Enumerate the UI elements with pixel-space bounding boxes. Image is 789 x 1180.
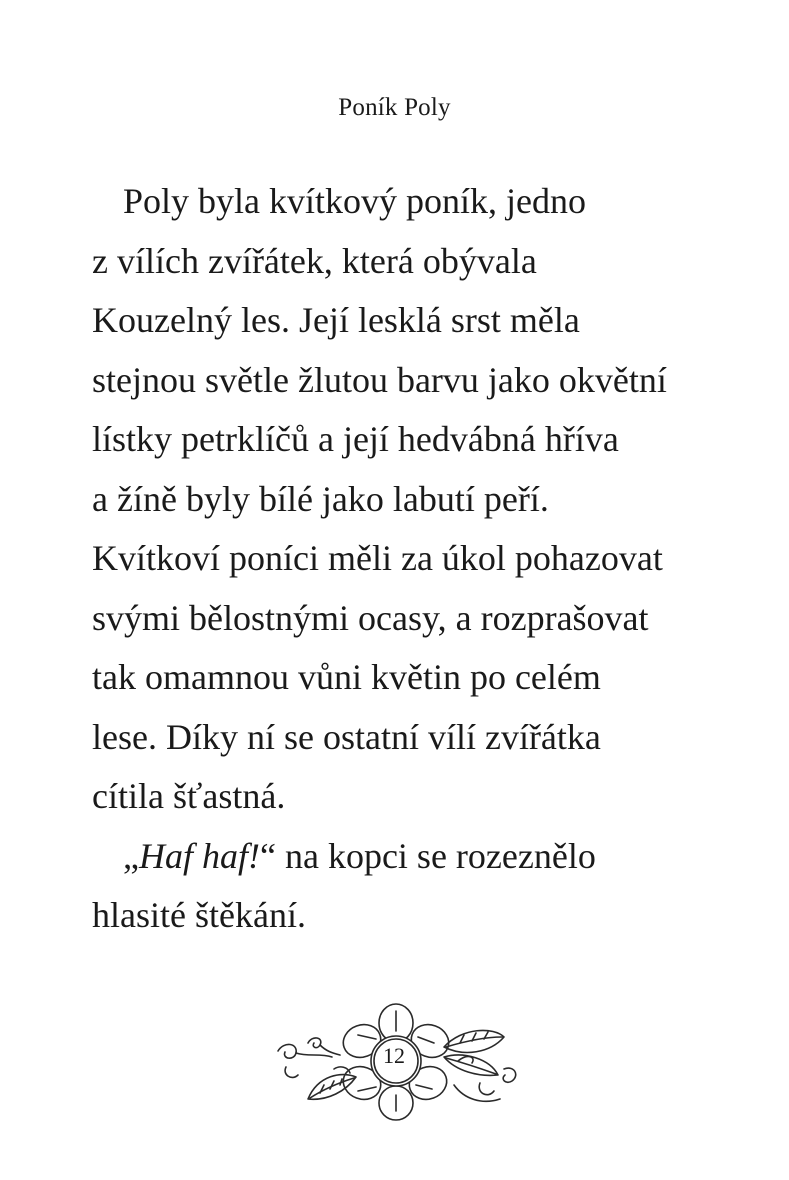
text-line: Kouzelný les. Její lesklá srst měla [92,300,580,340]
text-line: hlasité štěkání. [92,895,306,935]
text-line: svými bělostnými ocasy, a rozprašovat [92,597,649,638]
dialogue-italic: Haf haf! [138,835,260,876]
text-line: Kvítkoví poníci měli za úkol pohazovat [92,538,663,578]
running-head: Poník Poly [338,94,451,121]
text-line: a žíně byly bílé jako labutí peří. [92,478,549,519]
dialogue-rest: na kopci se rozeznělo [275,835,596,876]
text-line: lístky petrklíčů a její hedvábná hříva [92,419,619,459]
dialogue-line [92,827,732,887]
close-quote: “ [259,835,276,876]
page-number: 12 [383,1043,405,1068]
text-line: stejnou světle žlutou barvu jako okvětní [92,359,667,400]
body-text [92,172,732,946]
text-line: tak omamnou vůni květin po celém [92,657,601,697]
text-line: z vílích zvířátek, která obývala [92,240,537,281]
text-line: cítila šťastná. [92,776,286,816]
text-line: lese. Díky ní se ostatní vílí zvířátka [92,716,601,757]
open-quote: „ [123,835,139,876]
text-line: Poly byla kvítkový poník, jedno [123,181,586,221]
